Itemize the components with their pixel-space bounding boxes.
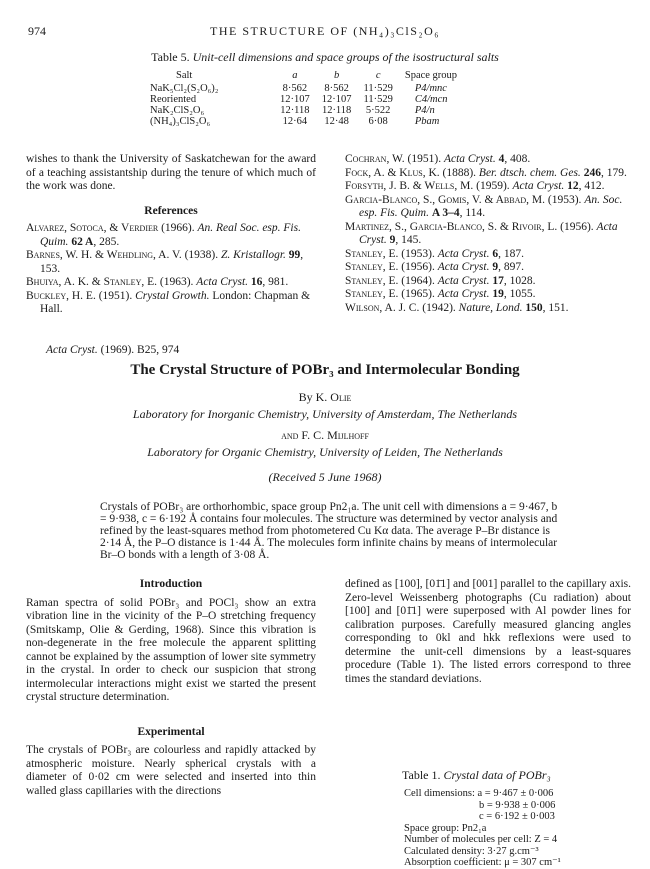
cell-b: 8·562 bbox=[324, 83, 349, 94]
reference-vol: 9 bbox=[492, 261, 499, 273]
cell-c-value: c = 6·192 ± 0·003 bbox=[479, 811, 555, 822]
reference-item bbox=[345, 221, 631, 248]
col-c: c bbox=[375, 70, 381, 81]
cell-dimensions-label: Cell dimensions: bbox=[404, 788, 475, 799]
reference-rest: , 114. bbox=[459, 207, 486, 219]
reference-year: (1956). bbox=[560, 220, 594, 233]
page-number: 974 bbox=[28, 24, 46, 38]
table-row bbox=[150, 83, 463, 94]
reference-year: (1888). bbox=[442, 166, 477, 179]
cell-salt: Reoriented bbox=[150, 94, 197, 105]
cell-salt: NaK₅Cl₂(S₂O₆)₂ bbox=[150, 83, 219, 94]
cell-c: 11·529 bbox=[363, 83, 393, 94]
reference-rest: , 412. bbox=[578, 180, 605, 192]
reference-vol: 9 bbox=[389, 234, 396, 246]
reference-journal: Acta Cryst. bbox=[437, 288, 490, 300]
col-space-group: Space group bbox=[404, 70, 458, 81]
left-column-top bbox=[26, 153, 316, 317]
reference-rest: , 145. bbox=[395, 234, 422, 246]
cell-a: 12·118 bbox=[280, 105, 310, 116]
references-right bbox=[345, 153, 631, 315]
reference-year: (1959). bbox=[476, 180, 510, 192]
reference-journal: Acta Cryst. bbox=[512, 180, 565, 192]
col-b: b bbox=[334, 70, 340, 81]
table1 bbox=[404, 788, 561, 869]
by-prefix: By bbox=[298, 390, 313, 404]
cell-space-group: P4/n bbox=[414, 105, 435, 116]
table-row bbox=[150, 94, 463, 105]
reference-rest: , 151. bbox=[542, 301, 569, 314]
acknowledgement: wishes to thank the University of Saskatchewan for the award of a teaching assistantship during the tenure of which much of the work was done. bbox=[26, 153, 316, 192]
reference-vol: 62 A bbox=[71, 235, 94, 248]
author-1: K. Olie bbox=[315, 390, 352, 404]
reference-journal: Crystal Growth. bbox=[135, 289, 210, 302]
cell-b: 12·107 bbox=[321, 94, 352, 105]
cell-salt: NaK₂ClS₂O₆ bbox=[150, 105, 205, 116]
table5-label: Table 5. bbox=[151, 50, 190, 64]
reference-item bbox=[345, 167, 631, 181]
reference-authors: Martinez, S., Garcia-Blanco, S. & Rivoir, L. bbox=[345, 220, 558, 233]
reference-item bbox=[345, 302, 631, 316]
col-salt: Salt bbox=[176, 70, 193, 81]
cell-c: 5·522 bbox=[365, 105, 391, 116]
table1-caption bbox=[402, 768, 551, 783]
cell-c: 11·529 bbox=[363, 94, 393, 105]
affiliation-2: Laboratory for Organic Chemistry, University of Leiden, The Netherlands bbox=[147, 445, 503, 459]
reference-item bbox=[345, 180, 631, 194]
reference-journal: Z. Kristallogr. bbox=[221, 249, 286, 261]
reference-journal: Acta Cryst. bbox=[443, 153, 496, 165]
reference-vol: 17 bbox=[492, 274, 504, 287]
table1-label: Table 1. bbox=[402, 768, 441, 782]
cell-c: 6·08 bbox=[368, 116, 388, 127]
cell-salt: (NH₄)₃ClS₂O₆ bbox=[150, 116, 211, 127]
reference-vol: 16 bbox=[250, 276, 263, 288]
running-title: THE STRUCTURE OF (NH₄)₃ClS₂O₆ bbox=[210, 24, 440, 38]
received-date: (Received 5 June 1968) bbox=[268, 470, 382, 484]
cell-b: 12·48 bbox=[324, 116, 349, 127]
reference-vol: A 3–4 bbox=[431, 207, 460, 219]
space-group: Space group: Pn2₁a bbox=[404, 822, 487, 834]
reference-vol: 6 bbox=[492, 247, 499, 260]
reference-rest: , 187. bbox=[498, 247, 524, 260]
references-heading: References bbox=[144, 204, 198, 217]
reference-authors: Stanley, E. bbox=[345, 274, 399, 287]
reference-journal: Acta Cryst. bbox=[437, 274, 490, 287]
experimental-heading: Experimental bbox=[137, 725, 205, 738]
reference-rest: , 285. bbox=[93, 235, 120, 248]
author-2: F. C. Mijlhoff bbox=[301, 428, 369, 442]
table1-title: Crystal data of POBr₃ bbox=[443, 768, 551, 782]
reference-year: (1938). bbox=[184, 249, 219, 261]
reference-authors: Forsyth, J. B. & Wells, M. bbox=[345, 180, 474, 192]
abstract: Crystals of POBr₃ are orthorhombic, space group Pn2₁a. The unit cell with dimensions a = 9·467, b = 9·938, c = 6·192 Å contains four molecules. The structure was determined by vector analysis and refined by the least-squares method from photometered Cu Kα data. The average P–Br distance is 2·14 Å, the P–O distance is 1·44 Å. The molecules form infinite chains by means of intermolecular Br–O bonds with a length of 3·08 Å. bbox=[100, 501, 558, 561]
reference-authors: Cochran, W. bbox=[345, 153, 405, 165]
reference-vol: 4 bbox=[498, 153, 505, 165]
byline-1 bbox=[0, 390, 650, 405]
introduction-heading: Introduction bbox=[139, 578, 203, 590]
reference-authors: Garcia-Blanco, S., Gomis, V. & Abbad, M. bbox=[345, 193, 546, 206]
col-a: a bbox=[292, 70, 298, 81]
reference-year: (1956). bbox=[401, 261, 435, 273]
journal-citation: (1969). B25, 974 bbox=[100, 344, 180, 356]
reference-rest: , 408. bbox=[504, 153, 531, 165]
reference-rest: , 981. bbox=[262, 276, 289, 288]
reference-item bbox=[345, 261, 631, 275]
experimental-text: The crystals of POBr₃ are colourless and rapidly attacked by atmospheric moisture. Nearly spherical crystals with a diameter of 0·02 cm were selected and inserted into thin walled glass capillaries with the directions bbox=[26, 744, 316, 797]
journal-name: Acta Cryst. bbox=[46, 344, 98, 356]
cell-a: 12·64 bbox=[282, 116, 308, 127]
reference-year: (1951). bbox=[407, 153, 442, 165]
reference-item bbox=[26, 249, 316, 276]
reference-rest: , 1055. bbox=[503, 288, 536, 300]
byline-2 bbox=[0, 428, 650, 443]
reference-item bbox=[345, 275, 631, 289]
reference-year: (1965). bbox=[401, 288, 435, 300]
reference-vol: 99 bbox=[288, 249, 301, 261]
reference-authors: Bhuiya, A. K. & Stanley, E. bbox=[26, 276, 157, 288]
reference-year: (1951). bbox=[98, 289, 133, 302]
reference-authors: Alvarez, Sotoca, & Verdier bbox=[26, 222, 159, 234]
reference-authors: Wilson, A. J. C. bbox=[345, 301, 420, 314]
reference-rest: London: Chapman & Hall. bbox=[40, 289, 311, 315]
journal-reference bbox=[46, 344, 179, 356]
cell-b: 12·118 bbox=[321, 105, 352, 116]
reference-journal: An. Real Soc. esp. Fis. Quim. bbox=[40, 222, 301, 248]
cell-a-value: a = 9·467 ± 0·006 bbox=[477, 788, 554, 799]
reference-year: (1942). bbox=[422, 301, 456, 314]
reference-vol: 19 bbox=[492, 288, 504, 300]
reference-journal: Ber. dtsch. chem. Ges. bbox=[478, 166, 581, 179]
reference-rest: , 897. bbox=[498, 261, 524, 273]
absorption-coefficient: Absorption coefficient: μ = 307 cm⁻¹ bbox=[404, 857, 561, 868]
table5-header-row bbox=[150, 70, 463, 83]
introduction-text: Raman spectra of solid POBr₃ and POCl₃ show an extra vibration line in the vicinity of the P–O stretching frequency (Smitskamp, Olie & Gerding, 1968). Since this vibration is non-degenerate in the free molecule the apparent splitting cannot be explained by the assumption of lower site symmetry in the crystal. In order to check our suspicion that strong intermolecular interactions might exist we started the present crystal structure determination. bbox=[26, 596, 316, 703]
cell-space-group: P4/mnc bbox=[414, 83, 447, 94]
reference-journal: Acta Cryst. bbox=[359, 220, 618, 246]
table5 bbox=[150, 70, 463, 127]
reference-rest: , 1028. bbox=[503, 274, 536, 287]
reference-rest: , 179. bbox=[600, 166, 627, 179]
table-row bbox=[150, 105, 463, 116]
reference-authors: Buckley, H. E. bbox=[26, 289, 96, 302]
cell-a: 12·107 bbox=[280, 94, 310, 105]
reference-authors: Stanley, E. bbox=[345, 288, 399, 300]
reference-journal: Acta Cryst. bbox=[437, 261, 490, 273]
reference-item bbox=[345, 153, 631, 167]
calculated-density: Calculated density: 3·27 g.cm⁻³ bbox=[404, 845, 539, 857]
reference-year: (1963). bbox=[159, 276, 194, 288]
right-column-body bbox=[345, 578, 631, 686]
reference-journal: Acta Cryst. bbox=[437, 247, 490, 260]
reference-authors: Stanley, E. bbox=[345, 247, 399, 260]
reference-journal: Acta Cryst. bbox=[196, 276, 249, 288]
reference-year: (1964). bbox=[401, 274, 435, 287]
cell-b-value: b = 9·938 ± 0·006 bbox=[479, 799, 556, 811]
left-column-body bbox=[26, 578, 316, 798]
reference-journal: An. Soc. esp. Fis. Quim. bbox=[359, 193, 623, 219]
reference-authors: Stanley, E. bbox=[345, 261, 399, 273]
and-prefix: and bbox=[281, 428, 299, 442]
reference-journal: Nature, Lond. bbox=[458, 301, 523, 314]
molecules-per-cell: Number of molecules per cell: Z = 4 bbox=[404, 834, 558, 845]
reference-vol: 150 bbox=[525, 301, 543, 314]
cell-space-group: Pbam bbox=[414, 116, 440, 127]
cell-a: 8·562 bbox=[282, 83, 308, 94]
reference-year: (1966). bbox=[161, 222, 195, 234]
reference-item bbox=[345, 194, 631, 221]
cell-space-group: C4/mcn bbox=[414, 94, 448, 105]
references-left bbox=[26, 222, 316, 317]
reference-authors: Fock, A. & Klus, K. bbox=[345, 166, 440, 179]
reference-year: (1953). bbox=[547, 193, 582, 206]
reference-item bbox=[26, 222, 316, 249]
reference-authors: Barnes, W. H. & Wehdling, A. V. bbox=[26, 249, 182, 261]
table5-title: Unit-cell dimensions and space groups of the isostructural salts bbox=[192, 50, 499, 64]
article-title: The Crystal Structure of POBr₃ and Intermolecular Bonding bbox=[130, 362, 520, 378]
methods-text: defined as [100], [01̄1] and [001] parallel to the capillary axis. Zero-level Weissenberg photographs (Cu radiation) about [100] and [01̄1] were superposed with Al powder lines for calibration purposes. Carefully measured glancing angles corresponding to 0kl and hkk reflexions were used to determine the unit-cell dimensions by a least-squares procedure (Table 1). The listed errors correspond to three times the standard deviations. bbox=[345, 578, 631, 685]
table-row bbox=[150, 116, 463, 127]
reference-vol: 12 bbox=[567, 180, 579, 192]
reference-rest: , 153. bbox=[40, 249, 304, 275]
reference-item bbox=[26, 276, 316, 290]
reference-item bbox=[345, 248, 631, 262]
reference-year: (1953). bbox=[401, 247, 435, 260]
table1-cell-a bbox=[404, 788, 561, 800]
reference-vol: 246 bbox=[583, 166, 601, 179]
table5-caption bbox=[0, 50, 650, 65]
reference-item bbox=[26, 290, 316, 317]
affiliation-1: Laboratory for Inorganic Chemistry, University of Amsterdam, The Netherlands bbox=[132, 407, 518, 421]
reference-item bbox=[345, 288, 631, 302]
